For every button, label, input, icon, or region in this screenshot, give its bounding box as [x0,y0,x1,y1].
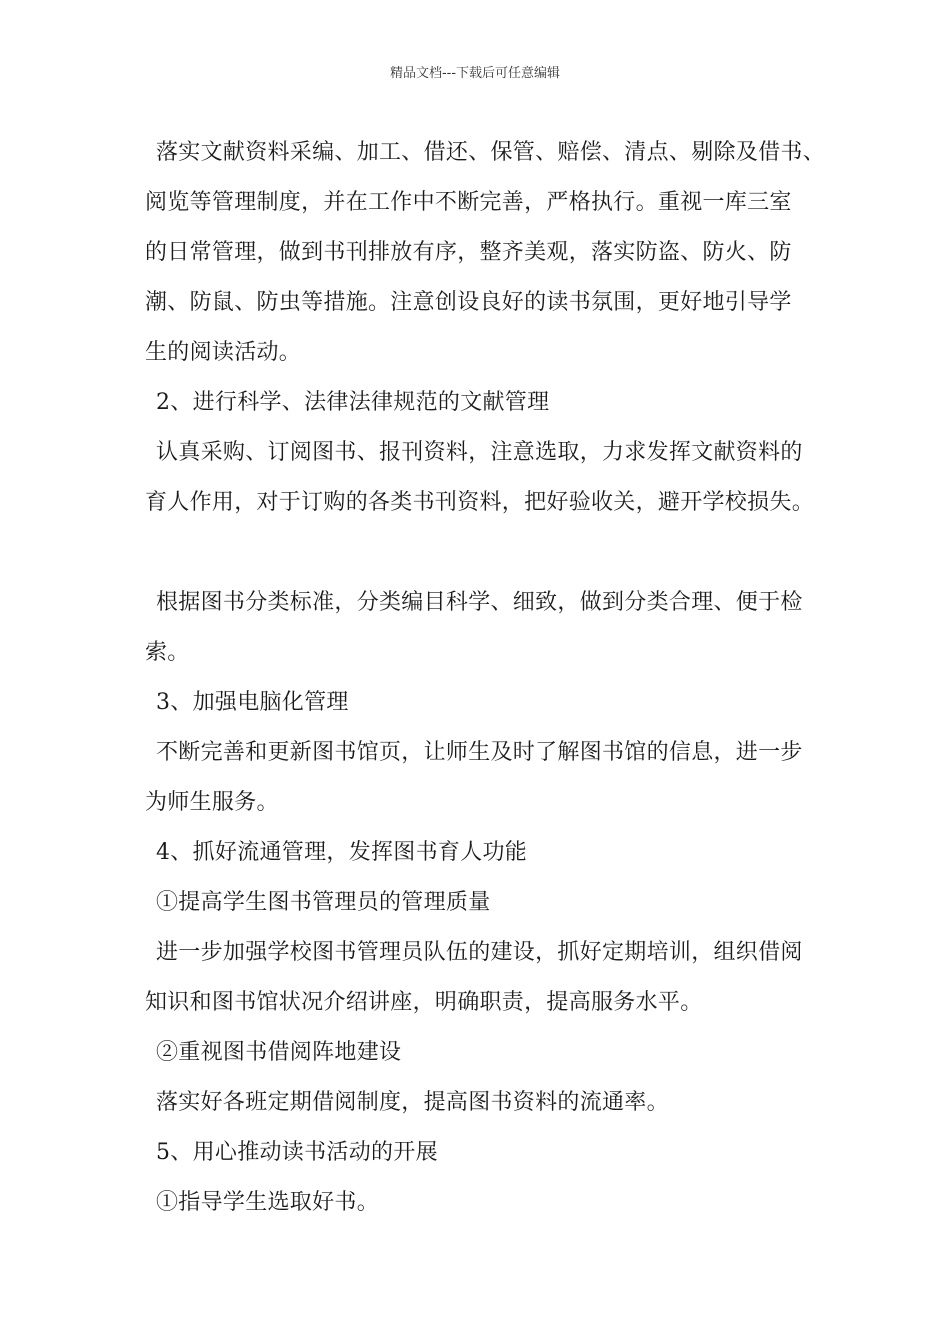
subsection-heading: ①指导学生选取好书。 [156,1190,380,1215]
paragraph-line: 落实好各班定期借阅制度，提高图书资料的流通率。 [156,1090,669,1115]
paragraph-line: 落实文献资料采编、加工、借还、保管、赔偿、清点、剔除及借书、 [156,140,826,165]
section-heading: 3、加强电脑化管理 [156,690,349,715]
paragraph-line: 为师生服务。 [145,790,279,815]
subsection-heading: ①提高学生图书管理员的管理质量 [156,890,491,915]
page-header: 精品文档---下载后可任意编辑 [389,66,561,81]
blank-line [145,528,825,578]
section-heading: 4、抓好流通管理，发挥图书育人功能 [156,840,528,865]
subsection-heading: ②重视图书借阅阵地建设 [156,1040,402,1065]
paragraph-line: 根据图书分类标准，分类编目科学、细致，做到分类合理、便于检 [156,590,803,615]
paragraph-line: 阅览等管理制度，并在工作中不断完善，严格执行。重视一库三室 [145,190,792,215]
paragraph-line: 认真采购、订阅图书、报刊资料，注意选取，力求发挥文献资料的 [156,440,803,465]
section-heading: 2、进行科学、法律法律规范的文献管理 [156,390,550,415]
paragraph-line: 不断完善和更新图书馆页，让师生及时了解图书馆的信息，进一步 [156,740,803,765]
paragraph-line: 潮、防鼠、防虫等措施。注意创设良好的读书氛围，更好地引导学 [145,290,792,315]
paragraph-line: 知识和图书馆状况介绍讲座，明确职责，提高服务水平。 [145,990,703,1015]
paragraph-line: 育人作用，对于订购的各类书刊资料，把好验收关，避开学校损失。 [145,490,815,515]
paragraph-line: 进一步加强学校图书管理员队伍的建设，抓好定期培训，组织借阅 [156,940,803,965]
paragraph-line: 的日常管理，做到书刊排放有序，整齐美观，落实防盗、防火、防 [145,240,792,265]
paragraph-line: 生的阅读活动。 [145,340,302,365]
section-heading: 5、用心推动读书活动的开展 [156,1140,438,1165]
document-body [145,128,825,1228]
paragraph-line: 索。 [145,640,190,665]
